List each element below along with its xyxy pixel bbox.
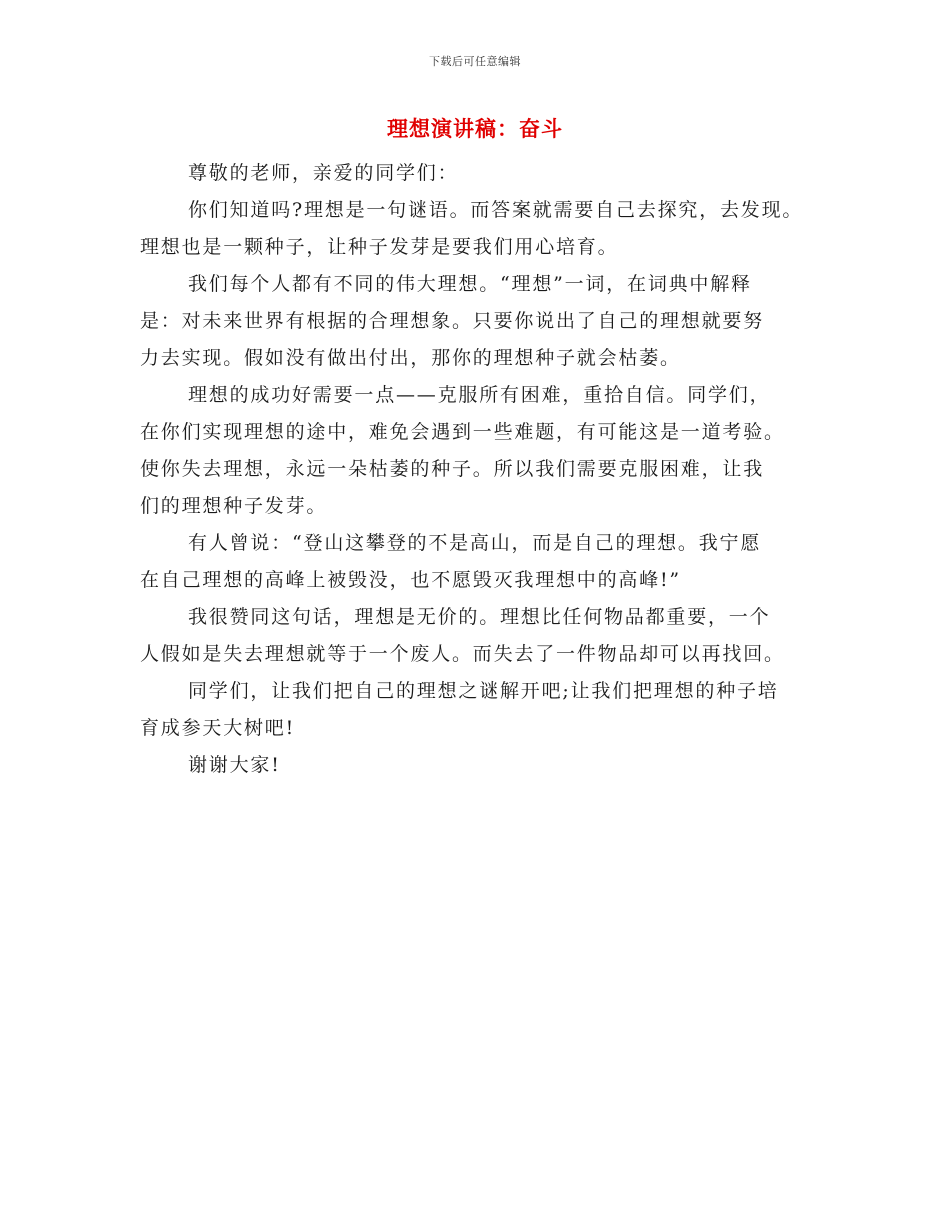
text-line: 我很赞同这句话，理想是无价的。理想比任何物品都重要，一个	[188, 606, 771, 628]
text-line: 是：对未来世界有根据的合理想象。只要你说出了自己的理想就要努	[140, 310, 765, 332]
text-line: 使你失去理想，永远一朵枯萎的种子。所以我们需要克服困难，让我	[140, 458, 765, 480]
text-line: 尊敬的老师，亲爱的同学们：	[188, 162, 459, 184]
text-line: 你们知道吗?理想是一句谜语。而答案就需要自己去探究，去发现。	[188, 199, 804, 221]
text-line: 力去实现。假如没有做出付出，那你的理想种子就会枯萎。	[140, 347, 681, 369]
text-line: 育成参天大树吧!	[140, 717, 296, 739]
text-line: 理想的成功好需要一点——克服所有困难，重拾自信。同学们，	[188, 384, 771, 406]
text-line: 理想也是一颗种子，让种子发芽是要我们用心培育。	[140, 236, 619, 258]
document-title: 理想演讲稿：奋斗	[387, 116, 563, 141]
text-line: 们的理想种子发芽。	[140, 495, 328, 517]
header-note: 下载后可任意编辑	[429, 55, 521, 68]
text-line: 谢谢大家!	[188, 754, 281, 776]
text-line: 在你们实现理想的途中，难免会遇到一些难题，有可能这是一道考验。	[140, 421, 785, 443]
speech-body	[140, 155, 820, 784]
text-line: 有人曾说：“登山这攀登的不是高山，而是自己的理想。我宁愿	[188, 532, 762, 554]
text-line: 同学们，让我们把自己的理想之谜解开吧;让我们把理想的种子培	[188, 680, 779, 702]
text-line: 在自己理想的高峰上被毁没，也不愿毁灭我理想中的高峰!”	[140, 569, 681, 591]
text-line: 人假如是失去理想就等于一个废人。而失去了一件物品却可以再找回。	[140, 643, 785, 665]
text-line: 我们每个人都有不同的伟大理想。“理想”一词，在词典中解释	[188, 273, 752, 295]
